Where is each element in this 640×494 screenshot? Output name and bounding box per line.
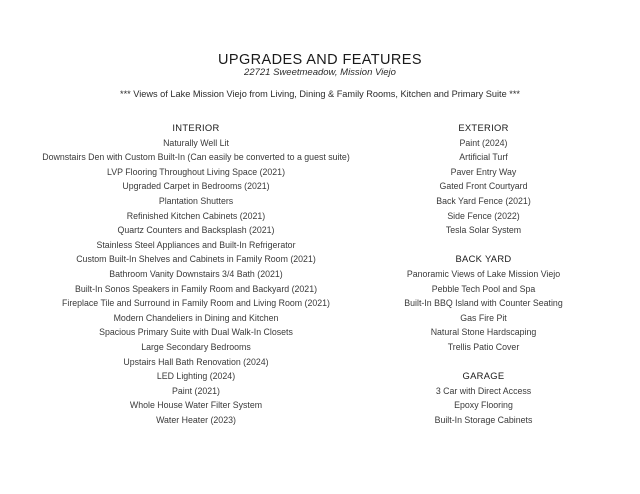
backyard-item: Pebble Tech Pool and Spa — [431, 283, 536, 294]
section-spacer — [386, 238, 581, 253]
garage-list — [386, 384, 581, 428]
exterior-item: Paint (2024) — [459, 137, 508, 148]
interior-item: Water Heater (2023) — [156, 414, 236, 425]
interior-heading: INTERIOR — [172, 122, 220, 133]
interior-item: Upgraded Carpet in Bedrooms (2021) — [122, 181, 270, 192]
interior-item: Large Secondary Bedrooms — [141, 341, 251, 352]
garage-item: Built-In Storage Cabinets — [434, 414, 533, 425]
garage-item: 3 Car with Direct Access — [435, 385, 532, 396]
interior-item: Upstairs Hall Bath Renovation (2024) — [123, 356, 269, 367]
backyard-heading: BACK YARD — [455, 253, 512, 265]
exterior-heading: EXTERIOR — [458, 122, 509, 133]
section-spacer — [386, 355, 581, 370]
garage-item: Epoxy Flooring — [454, 400, 513, 411]
interior-item: Paint (2021) — [172, 385, 220, 396]
backyard-item: Natural Stone Hardscaping — [430, 327, 537, 338]
page-title: UPGRADES AND FEATURES — [218, 52, 422, 68]
exterior-item: Gated Front Courtyard — [439, 181, 528, 192]
interior-item: Custom Built-In Shelves and Cabinets in Family Room (2021) — [76, 254, 316, 265]
interior-item: Downstairs Den with Custom Built-In (Can easily be converted to a guest suite) — [42, 152, 350, 163]
exterior-list — [386, 136, 581, 238]
interior-item: LVP Flooring Throughout Living Space (2021) — [106, 166, 285, 177]
interior-item: Whole House Water Filter System — [129, 400, 263, 411]
exterior-item: Artificial Turf — [459, 152, 508, 163]
views-note: *** Views of Lake Mission Viejo from Living, Dining & Family Rooms, Kitchen and Primary Suite *** — [120, 89, 520, 99]
backyard-item: Built-In BBQ Island with Counter Seating — [404, 298, 563, 309]
exterior-item: Paver Entry Way — [450, 166, 517, 177]
exterior-item: Side Fence (2022) — [447, 210, 520, 221]
interior-item: Refinished Kitchen Cabinets (2021) — [126, 210, 266, 221]
interior-item: LED Lighting (2024) — [156, 371, 236, 382]
interior-item: Spacious Primary Suite with Dual Walk-In Closets — [99, 327, 293, 338]
exterior-item: Back Yard Fence (2021) — [436, 195, 531, 206]
exterior-item: Tesla Solar System — [445, 225, 522, 236]
garage-heading: GARAGE — [462, 370, 505, 382]
interior-item: Fireplace Tile and Surround in Family Room and Living Room (2021) — [62, 298, 330, 309]
backyard-item: Trellis Patio Cover — [447, 341, 520, 352]
interior-item: Stainless Steel Appliances and Built-In Refrigerator — [96, 239, 296, 250]
backyard-item: Panoramic Views of Lake Mission Viejo — [406, 268, 561, 279]
backyard-list — [386, 267, 581, 355]
interior-list — [0, 136, 392, 428]
backyard-item: Gas Fire Pit — [460, 312, 507, 323]
property-address: 22721 Sweetmeadow, Mission Viejo — [244, 67, 396, 78]
interior-item: Modern Chandeliers in Dining and Kitchen — [113, 312, 279, 323]
interior-item: Bathroom Vanity Downstairs 3/4 Bath (2021) — [109, 268, 283, 279]
exterior-column — [386, 121, 581, 427]
interior-item: Built-In Sonos Speakers in Family Room and Backyard (2021) — [74, 283, 318, 294]
interior-column — [0, 121, 392, 427]
interior-item: Naturally Well Lit — [163, 137, 229, 148]
interior-item: Quartz Counters and Backsplash (2021) — [117, 225, 275, 236]
interior-item: Plantation Shutters — [158, 195, 234, 206]
